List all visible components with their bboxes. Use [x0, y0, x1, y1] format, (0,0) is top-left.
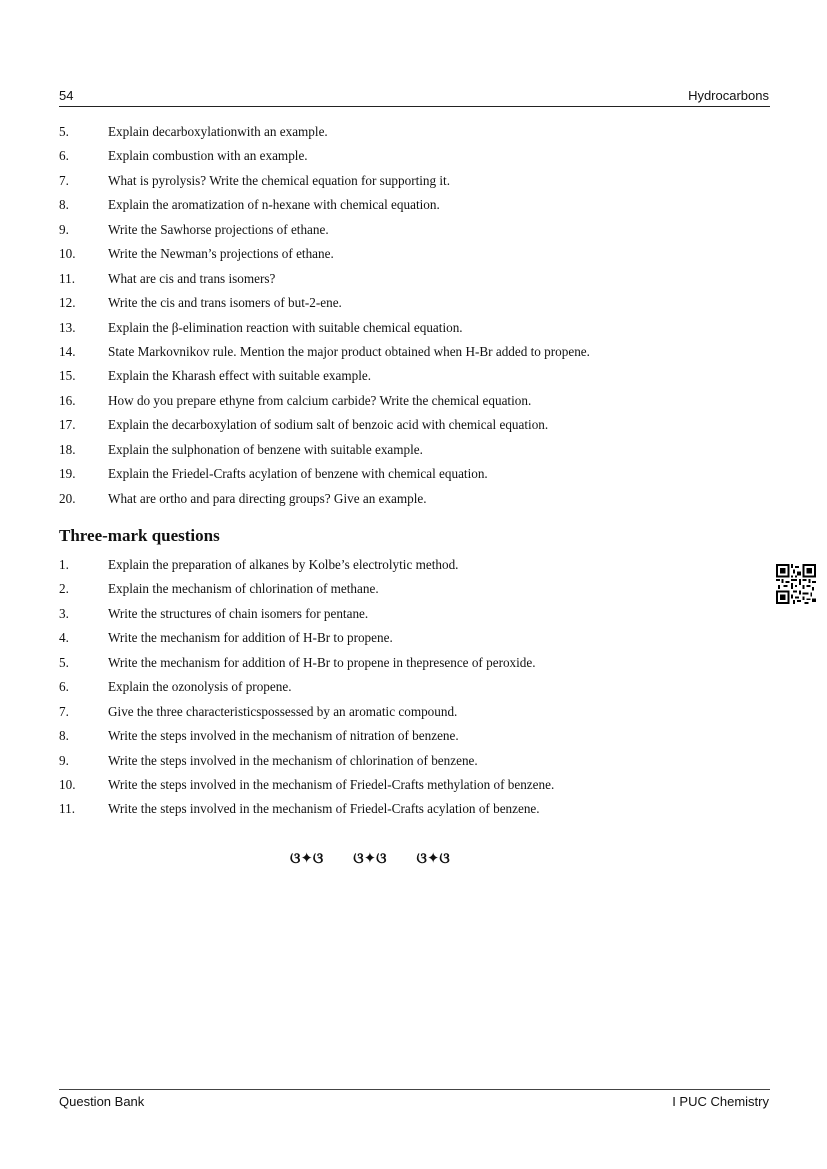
question-number: 8. — [59, 197, 69, 213]
question-text: Explain the aromatization of n-hexane with chemical equation. — [108, 197, 440, 213]
question-text: Explain decarboxylationwith an example. — [108, 124, 328, 139]
question-text: Write the steps involved in the mechanism of nitration of benzene. — [108, 728, 459, 744]
question-text: Write the mechanism for addition of H-Br to propene. — [108, 630, 393, 646]
question-number: 3. — [59, 605, 69, 621]
question-text: State Markovnikov rule. Mention the major product obtained when H-Br added to propene. — [108, 343, 590, 359]
question-number: 4. — [59, 630, 69, 646]
question-number: 6. — [59, 679, 69, 695]
question-number: 11. — [59, 270, 75, 286]
question-number: 1. — [59, 557, 69, 572]
question-text: Explain the Friedel-Crafts acylation of benzene with chemical equation. — [108, 466, 488, 482]
question-number: 15. — [59, 368, 76, 384]
question-number: 9. — [59, 221, 69, 237]
question-number: 19. — [59, 466, 76, 482]
question-text: Explain the Kharash effect with suitable example. — [108, 368, 372, 384]
fleuron-icon: ଓ✦ଓ — [290, 849, 324, 867]
question-number: 7. — [59, 172, 69, 188]
question-text: Write the steps involved in the mechanism of Friedel-Crafts acylation of benzene. — [108, 801, 540, 817]
question-text: Explain combustion with an example. — [108, 148, 308, 164]
question-number: 8. — [59, 728, 69, 744]
footer-book-title: Question Bank — [59, 1094, 145, 1109]
question-number: 2. — [59, 581, 69, 597]
question-number: 10. — [59, 246, 76, 262]
chapter-title: Hydrocarbons — [688, 88, 769, 103]
question-text: What are cis and trans isomers? — [108, 270, 276, 286]
question-text: What are ortho and para directing groups? Give an example. — [108, 490, 427, 506]
question-text: Explain the preparation of alkanes by Kolbe’s electrolytic method. — [108, 557, 459, 572]
question-text: Give the three characteristicspossessed by an aromatic compound. — [108, 703, 458, 719]
question-text: How do you prepare ethyne from calcium carbide? Write the chemical equation. — [108, 392, 532, 408]
qr-code-icon[interactable] — [776, 564, 816, 604]
question-text: Write the cis and trans isomers of but-2-ene. — [108, 295, 342, 311]
question-number: 20. — [59, 490, 76, 506]
question-text: Explain the mechanism of chlorination of methane. — [108, 581, 379, 597]
question-number: 6. — [59, 148, 69, 164]
fleuron-icon: ଓ✦ଓ — [416, 849, 450, 867]
question-number: 9. — [59, 752, 69, 768]
question-number: 11. — [59, 801, 75, 817]
page-footer — [59, 1089, 770, 1110]
question-number: 5. — [59, 124, 69, 139]
fleuron-divider-icon — [290, 849, 540, 867]
question-text: Write the Sawhorse projections of ethane. — [108, 221, 329, 237]
question-text: Write the structures of chain isomers for pentane. — [108, 605, 369, 621]
question-number: 5. — [59, 654, 69, 670]
question-text: Write the mechanism for addition of H-Br to propene in thepresence of peroxide. — [108, 654, 536, 670]
page-header — [59, 88, 770, 107]
question-number: 17. — [59, 417, 76, 433]
question-text: Explain the β-elimination reaction with suitable chemical equation. — [108, 319, 463, 335]
question-number: 7. — [59, 703, 69, 719]
question-text: Write the steps involved in the mechanism of Friedel-Crafts methylation of benzene. — [108, 776, 555, 792]
question-text: Explain the sulphonation of benzene with suitable example. — [108, 441, 423, 457]
page-number: 54 — [59, 88, 74, 103]
question-number: 10. — [59, 776, 76, 792]
question-number: 16. — [59, 392, 76, 408]
question-number: 13. — [59, 319, 76, 335]
fleuron-icon: ଓ✦ଓ — [353, 849, 387, 867]
question-text: Explain the ozonolysis of propene. — [108, 679, 292, 695]
footer-course: I PUC Chemistry — [672, 1094, 769, 1109]
question-number: 14. — [59, 343, 76, 359]
question-text: Write the Newman’s projections of ethane. — [108, 246, 334, 262]
question-text: Write the steps involved in the mechanism of chlorination of benzene. — [108, 752, 478, 768]
section-heading: Three-mark questions — [59, 526, 220, 545]
question-number: 12. — [59, 295, 76, 311]
question-text: Explain the decarboxylation of sodium salt of benzoic acid with chemical equation. — [108, 417, 549, 433]
question-number: 18. — [59, 441, 76, 457]
question-text: What is pyrolysis? Write the chemical equation for supporting it. — [108, 172, 451, 188]
